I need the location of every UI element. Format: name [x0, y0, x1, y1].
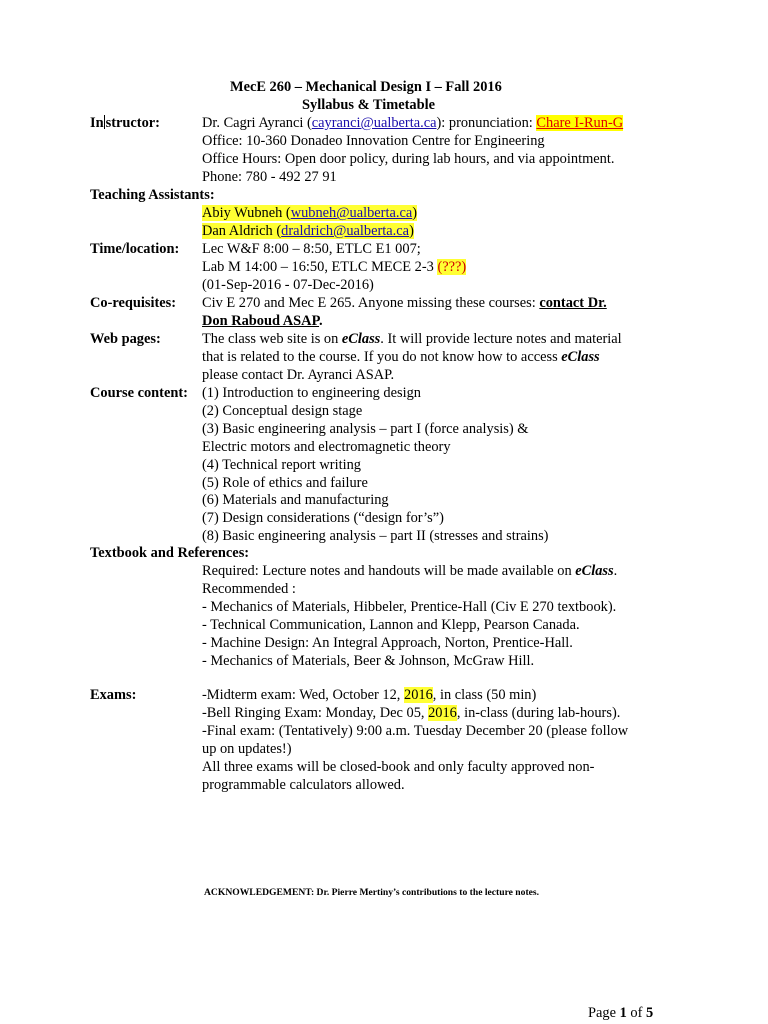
ta-label: Teaching Assistants: — [90, 187, 215, 203]
instructor-email-link[interactable]: cayranci@ualberta.ca — [311, 115, 437, 131]
instructor-label: In structor: — [90, 115, 160, 131]
instructor-office-hours: Office Hours: Open door policy, during lab hours, and via appointment. — [202, 150, 615, 167]
course-topic: (6) Materials and manufacturing — [202, 492, 389, 509]
instructor-name-line: Dr. Cagri Ayranci (cayranci@ualberta.ca): pronunciation: Chare I-Run-G — [202, 115, 624, 131]
instructor-office: Office: 10-360 Donadeo Innovation Centre for Engineering — [202, 132, 545, 149]
instructor-phone: Phone: 780 - 492 27 91 — [202, 168, 337, 185]
course-topic: (5) Role of ethics and failure — [202, 474, 368, 491]
reference-book: - Mechanics of Materials, Hibbeler, Prentice-Hall (Civ E 270 textbook). — [202, 598, 617, 615]
course-subtitle: Syllabus & Timetable — [302, 97, 436, 113]
ta-item: Dan Aldrich (draldrich@ualberta.ca) — [202, 222, 414, 239]
lecture-time: Lec W&F 8:00 – 8:50, ETLC E1 007; — [202, 241, 421, 257]
course-topic: (3) Basic engineering analysis – part I (force analysis) & — [202, 420, 529, 437]
eclass-name: eClass — [341, 331, 381, 347]
textbook-details: Required: Lecture notes and handouts will be made available on eClass. Recommended : - Mechanics of Materials, Hibbeler, Prentice-Hall (Civ E 270 textbook). - Technical Communication, Lannon and Klepp, Pearson Canada. - Machine Design: An Integral Approach, Norton, Prentice-Hall. - Mechanics of Materials, Beer & Johnson, McGraw Hill. — [202, 563, 672, 670]
ta-item: Abiy Wubneh (wubneh@ualberta.ca) — [202, 205, 418, 221]
web-pages-details: The class web site is on eClass. It will provide lecture notes and material that is related to the course. If you do not know how to access eClass please contact Dr. Ayranci ASAP. — [202, 331, 622, 383]
contact-instruction: contact Dr. — [539, 295, 607, 311]
final-exam: -Final exam: (Tentatively) 9:00 a.m. Tuesday December 20 (please follow — [202, 722, 629, 739]
bell-ringing-exam: -Bell Ringing Exam: Monday, Dec 05, 2016, in-class (during lab-hours). — [202, 704, 621, 721]
course-topic: (2) Conceptual design stage — [202, 402, 363, 419]
lab-time: Lab M 14:00 – 16:50, ETLC MECE 2-3 (???) — [202, 258, 467, 275]
course-topic: Electric motors and electromagnetic theory — [202, 438, 451, 455]
course-content-list — [202, 385, 672, 546]
course-topic: (8) Basic engineering analysis – part II (stresses and strains) — [202, 528, 549, 545]
web-pages-label: Web pages: — [90, 331, 161, 347]
midterm-exam: -Midterm exam: Wed, October 12, 2016, in class (50 min) — [202, 687, 537, 703]
reference-book: - Mechanics of Materials, Beer & Johnson, McGraw Hill. — [202, 652, 535, 669]
lab-room-note: (???) — [437, 258, 467, 275]
course-content-label: Course content: — [90, 385, 188, 401]
ta-list — [202, 205, 672, 241]
reference-book: - Machine Design: An Integral Approach, Norton, Prentice-Hall. — [202, 634, 573, 651]
instructor-details — [202, 115, 672, 187]
recommended-heading: Recommended : — [202, 580, 296, 597]
course-title: MecE 260 – Mechanical Design I – Fall 2016 — [230, 79, 502, 95]
term-dates: (01-Sep-2016 - 07-Dec-2016) — [202, 276, 374, 293]
course-topic: (7) Design considerations (“design for’s”) — [202, 510, 444, 527]
corequisites-label: Co-requisites: — [90, 295, 177, 311]
eclass-name: eClass — [561, 348, 600, 365]
text-cursor — [104, 115, 105, 129]
instructor-pronunciation: Chare I-Run-G — [536, 115, 624, 131]
exam-policy: All three exams will be closed-book and only faculty approved non- — [202, 758, 595, 775]
reference-book: - Technical Communication, Lannon and Klepp, Pearson Canada. — [202, 616, 580, 633]
acknowledgement: ACKNOWLEDGEMENT: Dr. Pierre Mertiny’s contributions to the lecture notes. — [204, 887, 540, 898]
exams-label: Exams: — [90, 687, 137, 703]
course-topic: (4) Technical report writing — [202, 456, 361, 473]
time-location-label: Time/location: — [90, 241, 180, 257]
ta-email-link[interactable]: wubneh@ualberta.ca — [290, 205, 413, 221]
textbook-label: Textbook and References: — [90, 545, 250, 561]
corequisites-details: Civ E 270 and Mec E 265. Anyone missing these courses: contact Dr. Don Raboud ASAP. — [202, 295, 607, 329]
exams-details: -Midterm exam: Wed, October 12, 2016, in class (50 min) -Bell Ringing Exam: Monday, Dec 05, 2016, in-class (during lab-hours). -Final exam: (Tentatively) 9:00 a.m. Tuesday December 20 (please follow up on updates!) All three exams will be closed-book and only faculty approved non- programmable calculators allowed. — [202, 687, 672, 794]
course-topic: (1) Introduction to engineering design — [202, 385, 422, 401]
page-number: Page 1 of 5 — [588, 1005, 654, 1021]
eclass-name: eClass — [575, 563, 614, 579]
time-location-details — [202, 241, 672, 295]
ta-email-link[interactable]: draldrich@ualberta.ca — [281, 222, 410, 239]
